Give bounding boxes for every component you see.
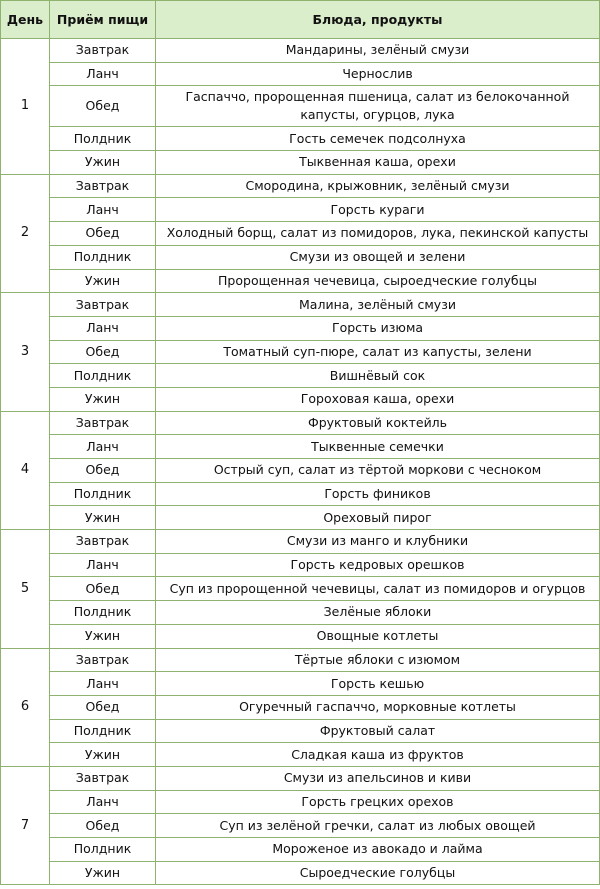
table-row xyxy=(1,601,600,625)
meal-name: Обед xyxy=(50,340,156,364)
meal-food: Мандарины, зелёный смузи xyxy=(156,39,600,63)
meal-name: Ланч xyxy=(50,790,156,814)
meal-name: Ланч xyxy=(50,553,156,577)
meal-name: Ужин xyxy=(50,506,156,530)
meal-food: Фруктовый коктейль xyxy=(156,411,600,435)
meal-name: Завтрак xyxy=(50,530,156,554)
meal-food: Тёртые яблоки с изюмом xyxy=(156,648,600,672)
meal-food: Мороженое из авокадо и лайма xyxy=(156,838,600,862)
table-row xyxy=(1,695,600,719)
meal-food: Гость семечек подсолнуха xyxy=(156,127,600,151)
table-row xyxy=(1,861,600,885)
meal-food: Гороховая каша, орехи xyxy=(156,387,600,411)
day-number: 1 xyxy=(1,39,50,175)
meal-food: Суп из пророщенной чечевицы, салат из помидоров и огурцов xyxy=(156,577,600,601)
meal-food: Чернослив xyxy=(156,62,600,86)
table-row xyxy=(1,482,600,506)
table-row xyxy=(1,838,600,862)
table-row xyxy=(1,506,600,530)
table-row xyxy=(1,459,600,483)
meal-name: Полдник xyxy=(50,245,156,269)
meal-name: Полдник xyxy=(50,364,156,388)
meal-name: Обед xyxy=(50,695,156,719)
meal-food: Сыроедческие голубцы xyxy=(156,861,600,885)
meal-name: Полдник xyxy=(50,127,156,151)
table-row xyxy=(1,435,600,459)
meal-name: Ужин xyxy=(50,151,156,175)
table-row xyxy=(1,648,600,672)
table-row xyxy=(1,530,600,554)
meal-food: Овощные котлеты xyxy=(156,624,600,648)
meal-food: Сладкая каша из фруктов xyxy=(156,743,600,767)
meal-name: Ужин xyxy=(50,387,156,411)
meal-food: Малина, зелёный смузи xyxy=(156,293,600,317)
table-row xyxy=(1,387,600,411)
meal-name: Обед xyxy=(50,459,156,483)
meal-food: Фруктовый салат xyxy=(156,719,600,743)
table-row xyxy=(1,39,600,63)
meal-name: Ланч xyxy=(50,62,156,86)
table-row xyxy=(1,624,600,648)
day-number: 6 xyxy=(1,648,50,766)
table-row xyxy=(1,127,600,151)
meal-name: Полдник xyxy=(50,482,156,506)
meal-food: Вишнёвый сок xyxy=(156,364,600,388)
meal-name: Ланч xyxy=(50,672,156,696)
meal-name: Полдник xyxy=(50,601,156,625)
day-number: 7 xyxy=(1,766,50,884)
day-number: 5 xyxy=(1,530,50,648)
day-number: 3 xyxy=(1,293,50,411)
meal-food: Горсть кедровых орешков xyxy=(156,553,600,577)
table-header-row xyxy=(1,1,600,39)
meal-name: Завтрак xyxy=(50,293,156,317)
table-row xyxy=(1,364,600,388)
header-meal: Приём пищи xyxy=(50,1,156,39)
meal-food: Смузи из манго и клубники xyxy=(156,530,600,554)
table-row xyxy=(1,245,600,269)
meal-name: Ланч xyxy=(50,435,156,459)
meal-name: Завтрак xyxy=(50,648,156,672)
table-row xyxy=(1,766,600,790)
meal-name: Завтрак xyxy=(50,174,156,198)
meal-name: Ланч xyxy=(50,316,156,340)
meal-name: Ужин xyxy=(50,624,156,648)
table-row xyxy=(1,86,600,127)
meal-food: Ореховый пирог xyxy=(156,506,600,530)
table-row xyxy=(1,743,600,767)
meal-name: Ужин xyxy=(50,269,156,293)
meal-food: Смузи из апельсинов и киви xyxy=(156,766,600,790)
meal-food: Горсть кешью xyxy=(156,672,600,696)
meal-name: Обед xyxy=(50,577,156,601)
meal-food: Гаспаччо, пророщенная пшеница, салат из белокочанной капусты, огурцов, лука xyxy=(156,86,600,127)
day-number: 4 xyxy=(1,411,50,529)
table-body xyxy=(1,39,600,885)
meal-name: Обед xyxy=(50,222,156,246)
meal-name: Завтрак xyxy=(50,39,156,63)
meal-name: Завтрак xyxy=(50,766,156,790)
table-row xyxy=(1,198,600,222)
meal-name: Полдник xyxy=(50,719,156,743)
meal-name: Ланч xyxy=(50,198,156,222)
header-food: Блюда, продукты xyxy=(156,1,600,39)
meal-name: Ужин xyxy=(50,861,156,885)
table-row xyxy=(1,577,600,601)
header-day: День xyxy=(1,1,50,39)
meal-food: Суп из зелёной гречки, салат из любых овощей xyxy=(156,814,600,838)
meal-food: Горсть грецких орехов xyxy=(156,790,600,814)
meal-food: Горсть фиников xyxy=(156,482,600,506)
table-row xyxy=(1,814,600,838)
table-row xyxy=(1,719,600,743)
meal-food: Пророщенная чечевица, сыроедческие голубцы xyxy=(156,269,600,293)
table-row xyxy=(1,672,600,696)
meal-name: Ужин xyxy=(50,743,156,767)
meal-name: Обед xyxy=(50,86,156,127)
table-row xyxy=(1,340,600,364)
meal-food: Острый суп, салат из тёртой моркови с чесноком xyxy=(156,459,600,483)
meal-food: Холодный борщ, салат из помидоров, лука, пекинской капусты xyxy=(156,222,600,246)
meal-food: Смузи из овощей и зелени xyxy=(156,245,600,269)
meal-food: Тыквенная каша, орехи xyxy=(156,151,600,175)
table-row xyxy=(1,293,600,317)
meal-food: Зелёные яблоки xyxy=(156,601,600,625)
table-row xyxy=(1,553,600,577)
table-row xyxy=(1,62,600,86)
table-row xyxy=(1,411,600,435)
table-row xyxy=(1,269,600,293)
meal-food: Смородина, крыжовник, зелёный смузи xyxy=(156,174,600,198)
table-row xyxy=(1,174,600,198)
meal-name: Завтрак xyxy=(50,411,156,435)
meal-name: Полдник xyxy=(50,838,156,862)
table-row xyxy=(1,790,600,814)
meal-name: Обед xyxy=(50,814,156,838)
day-number: 2 xyxy=(1,174,50,292)
meal-food: Горсть кураги xyxy=(156,198,600,222)
meal-food: Томатный суп-пюре, салат из капусты, зелени xyxy=(156,340,600,364)
meal-food: Тыквенные семечки xyxy=(156,435,600,459)
meal-food: Горсть изюма xyxy=(156,316,600,340)
table-row xyxy=(1,151,600,175)
table-row xyxy=(1,316,600,340)
meal-food: Огуречный гаспаччо, морковные котлеты xyxy=(156,695,600,719)
table-row xyxy=(1,222,600,246)
